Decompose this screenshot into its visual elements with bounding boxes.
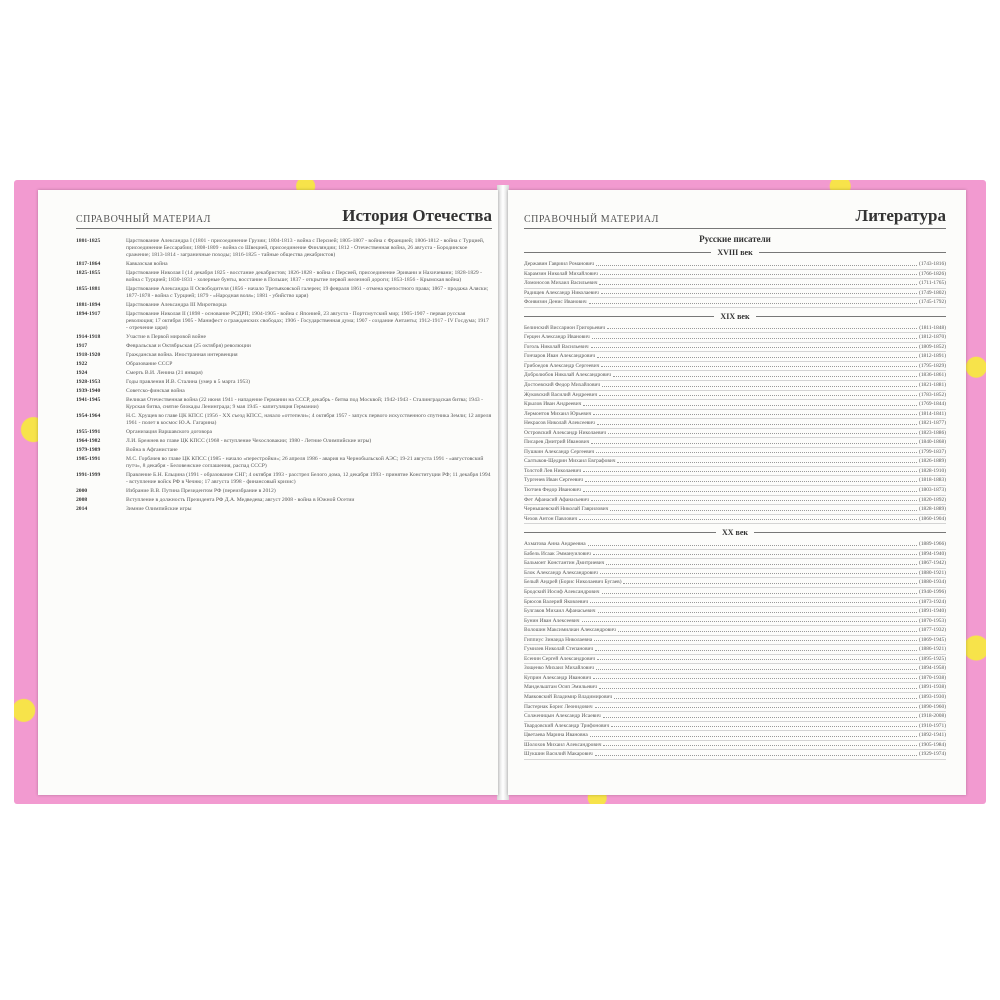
writer-row xyxy=(524,722,946,732)
writer-name: Фет Афанасий Афанасьевич xyxy=(524,496,589,503)
writer-row xyxy=(524,588,946,598)
history-event-row xyxy=(76,343,492,350)
writer-years: (1811-1848) xyxy=(919,324,946,331)
writer-name: Фонвизин Денис Иванович xyxy=(524,299,587,306)
writer-name: Волошин Максимилиан Александрович xyxy=(524,627,616,634)
dot-leader xyxy=(588,540,917,546)
writer-years: (1890-1960) xyxy=(919,703,946,710)
writer-years: (1814-1841) xyxy=(919,410,946,417)
writer-name: Цветаева Марина Ивановна xyxy=(524,732,588,739)
writer-years: (1870-1953) xyxy=(919,617,946,624)
writer-row xyxy=(524,496,946,506)
writer-row xyxy=(524,559,946,569)
writer-years: (1929-1974) xyxy=(919,751,946,758)
writer-name: Бабель Исаак Эммануилович xyxy=(524,550,591,557)
writer-name: Карамзин Николай Михайлович xyxy=(524,270,598,277)
century-heading xyxy=(524,527,946,538)
writer-years: (1828-1910) xyxy=(919,467,946,474)
dot-leader xyxy=(591,343,918,349)
writer-row xyxy=(524,410,946,420)
writer-years: (1873-1924) xyxy=(919,598,946,605)
history-event-row xyxy=(76,456,492,470)
writer-years: (1821-1881) xyxy=(919,382,946,389)
dot-leader xyxy=(610,505,917,511)
dot-leader xyxy=(590,598,917,604)
event-text: Февральская и Октябрьская (25 октября) революции xyxy=(126,343,251,349)
event-years: 1914-1918 xyxy=(76,334,101,340)
event-text: Зимние Олимпийские игры xyxy=(126,506,192,512)
writer-row xyxy=(524,298,946,308)
writer-row xyxy=(524,515,946,525)
history-event-row xyxy=(76,379,492,386)
writer-name: Пастернак Борис Леонидович xyxy=(524,703,593,710)
dot-leader xyxy=(606,559,917,565)
dot-leader xyxy=(593,674,917,680)
event-years: 1801-1825 xyxy=(76,238,101,244)
writer-years: (1809-1852) xyxy=(919,343,946,350)
dot-leader xyxy=(603,712,917,718)
writer-name: Крылов Иван Андреевич xyxy=(524,401,582,408)
event-years: 2014 xyxy=(76,506,88,512)
right-page-label: СПРАВОЧНЫЙ МАТЕРИАЛ xyxy=(524,214,659,225)
writer-row xyxy=(524,448,946,458)
event-years: 1941-1945 xyxy=(76,397,101,403)
event-text: Царствование Александра II Освободителя (1856 - начало Третьяковской галереи; 19 февраля 1861 - отмена крепостного права; 1867 - продажа Аляски; 1877-1878 - война с Турцией; 1879 - «Народная воля»; 1881 - убийство царя) xyxy=(126,286,489,299)
dot-leader xyxy=(594,636,917,642)
writer-name: Ломоносов Михаил Васильевич xyxy=(524,280,598,287)
event-text: Л.И. Брежнев во главе ЦК КПСС (1968 - вступление Чехословакии; 1980 - Летние Олимпийские игры) xyxy=(126,438,372,444)
dot-leader xyxy=(593,550,917,556)
writer-row xyxy=(524,683,946,693)
writer-name: Есенин Сергей Александрович xyxy=(524,655,596,662)
dot-leader xyxy=(611,722,917,728)
dot-leader xyxy=(602,588,918,594)
writer-name: Бунин Иван Алексеевич xyxy=(524,617,580,624)
writer-name: Писарев Дмитрий Иванович xyxy=(524,439,590,446)
writer-years: (1910-1971) xyxy=(919,722,946,729)
writer-name: Брюсов Валерий Яковлевич xyxy=(524,598,589,605)
writer-row xyxy=(524,617,946,627)
writer-name: Мандельштам Осип Эмильевич xyxy=(524,684,598,691)
dot-leader xyxy=(603,741,917,747)
writer-years: (1812-1870) xyxy=(919,334,946,341)
writer-row xyxy=(524,476,946,486)
writer-name: Жуковский Василий Андреевич xyxy=(524,391,598,398)
dot-leader xyxy=(590,731,917,737)
writer-years: (1711-1765) xyxy=(919,280,946,287)
dot-leader xyxy=(607,324,917,330)
dot-leader xyxy=(595,750,917,756)
writer-name: Грибоедов Александр Сергеевич xyxy=(524,362,600,369)
left-page xyxy=(38,190,498,795)
writer-name: Пушкин Александр Сергеевич xyxy=(524,448,595,455)
dot-leader xyxy=(592,333,917,339)
writer-years: (1894-1958) xyxy=(919,665,946,672)
history-event-row xyxy=(76,472,492,486)
writer-years: (1877-1932) xyxy=(919,627,946,634)
left-page-title: История Отечества xyxy=(342,206,492,225)
writer-row xyxy=(524,674,946,684)
dot-leader xyxy=(597,655,917,661)
writer-name: Зощенко Михаил Михайлович xyxy=(524,665,594,672)
history-event-row xyxy=(76,488,492,495)
writer-row xyxy=(524,540,946,550)
dot-leader xyxy=(599,279,917,285)
writer-name: Белый Андрей (Борис Николаевич Бугаев) xyxy=(524,579,622,586)
history-event-row xyxy=(76,238,492,259)
writer-row xyxy=(524,550,946,560)
writer-years: (1823-1886) xyxy=(919,429,946,436)
dot-leader xyxy=(591,438,917,444)
writer-years: (1870-1938) xyxy=(919,674,946,681)
event-years: 2008 xyxy=(76,497,88,503)
writer-years: (1891-1938) xyxy=(919,684,946,691)
writer-row xyxy=(524,636,946,646)
dot-leader xyxy=(600,569,917,575)
history-event-row xyxy=(76,261,492,268)
writer-years: (1826-1889) xyxy=(919,458,946,465)
event-text: Война в Афганистане xyxy=(126,447,178,453)
writer-years: (1891-1940) xyxy=(919,608,946,615)
writer-years: (1749-1802) xyxy=(919,289,946,296)
writer-years: (1803-1873) xyxy=(919,487,946,494)
dot-leader xyxy=(608,429,917,435)
writer-years: (1769-1844) xyxy=(919,401,946,408)
writer-row xyxy=(524,270,946,280)
writer-years: (1918-2008) xyxy=(919,713,946,720)
writer-row xyxy=(524,381,946,391)
dot-leader xyxy=(585,476,917,482)
event-years: 1918-1920 xyxy=(76,352,101,358)
writer-row xyxy=(524,645,946,655)
writer-name: Островский Александр Николаевич xyxy=(524,429,607,436)
writer-row xyxy=(524,607,946,617)
dot-leader xyxy=(595,703,918,709)
event-text: Советско-финская война xyxy=(126,388,185,394)
dot-leader xyxy=(595,645,917,651)
left-page-label: СПРАВОЧНЫЙ МАТЕРИАЛ xyxy=(76,214,211,225)
dot-leader xyxy=(614,693,917,699)
left-page-header xyxy=(76,206,492,229)
writer-name: Гоголь Николай Васильевич xyxy=(524,343,589,350)
history-event-row xyxy=(76,397,492,411)
writer-years: (1836-1861) xyxy=(919,372,946,379)
event-years: 1928-1953 xyxy=(76,379,101,385)
history-events-list xyxy=(76,238,492,515)
event-text: Годы правления И.В. Сталина (умер в 5 марта 1953) xyxy=(126,379,250,385)
writer-years: (1894-1940) xyxy=(919,550,946,557)
right-page-title: Литература xyxy=(855,206,946,225)
history-event-row xyxy=(76,497,492,504)
dot-leader xyxy=(597,352,917,358)
writer-row xyxy=(524,655,946,665)
history-event-row xyxy=(76,447,492,454)
writer-name: Державин Гавриил Романович xyxy=(524,261,594,267)
history-event-row xyxy=(76,302,492,309)
event-text: Царствование Николая II (1898 - основание РСДРП; 1904-1905 - война с Японией, 23 августа - Портсмутский мир; 1905-1907 - первая русская революция; 17 октября 1905 - Манифест о гражданских свободах; 1906 - Государственная дума; 1907 - создание Антанты; 1912-1917 - IV Госдума; 1917 - отречение царя) xyxy=(126,311,489,331)
event-text: Царствование Николая I (14 декабря 1825 - восстание декабристов; 1826-1828 - война с Персией, присоединение Эривани и Нахичевани; 1828-1829 - война с Турцией; 1830-1831 - холерные бунты, восстание в Польше; 1837 - открытие первой железной дороги; 1853-1856 - Крымская война) xyxy=(126,270,482,283)
writer-name: Бродский Иосиф Александрович xyxy=(524,588,600,595)
writer-years: (1905-1984) xyxy=(919,741,946,748)
writer-row xyxy=(524,260,946,270)
writer-name: Маяковский Владимир Владимирович xyxy=(524,693,613,700)
history-event-row xyxy=(76,352,492,359)
century-heading-label: XX век xyxy=(716,528,754,537)
writers-list xyxy=(524,234,946,760)
writer-row xyxy=(524,712,946,722)
writer-name: Бальмонт Константин Дмитриевич xyxy=(524,560,605,567)
dot-leader xyxy=(599,683,917,689)
writer-name: Добролюбов Николай Александрович xyxy=(524,372,612,379)
dot-leader xyxy=(599,391,917,397)
event-text: Организация Варшавского договора xyxy=(126,429,212,435)
event-text: М.С. Горбачев во главе ЦК КПСС (1985 - начало «перестройки»; 26 апреля 1986 - авария на Чернобыльской АЭС; 19-21 августа 1991 - «августовский путч», 8 декабря - Беловежские соглашения, распад СССР) xyxy=(126,456,484,469)
century-heading-label: XIX век xyxy=(714,312,755,321)
writer-row xyxy=(524,741,946,751)
writer-name: Лермонтов Михаил Юрьевич xyxy=(524,410,592,417)
writer-years: (1867-1942) xyxy=(919,560,946,567)
writer-row xyxy=(524,343,946,353)
writer-name: Твардовский Александр Трифонович xyxy=(524,722,610,729)
event-text: Гражданская война. Иностранная интервенция xyxy=(126,352,238,358)
century-heading xyxy=(524,247,946,258)
century-heading-label: XVIII век xyxy=(711,248,758,257)
right-page xyxy=(508,190,966,795)
writer-years: (1745-1792) xyxy=(919,299,946,306)
event-years: 1954-1964 xyxy=(76,413,101,419)
writer-name: Достоевский Федор Михайлович xyxy=(524,382,601,389)
history-event-row xyxy=(76,438,492,445)
event-years: 1917 xyxy=(76,343,88,349)
writer-name: Белинский Виссарион Григорьевич xyxy=(524,324,606,331)
writer-years: (1880-1921) xyxy=(919,569,946,576)
dot-leader xyxy=(617,457,917,463)
writer-years: (1886-1921) xyxy=(919,646,946,653)
writer-years: (1743-1816) xyxy=(919,261,946,267)
writer-row xyxy=(524,419,946,429)
writer-row xyxy=(524,467,946,477)
event-text: Кавказская война xyxy=(126,261,168,267)
writer-row xyxy=(524,362,946,372)
event-text: Царствование Александра I (1801 - присоединение Грузии; 1804-1813 - война с Персией; 1805-1807 - война с Францией; 1806-1812 - война с Турцией, присоединение Бессарабии; 1808-1809 - война со Швецией, присоединение Финляндии; 1812 - Отечественная война, 26 августа - Бородинское сражение; 1813-1814 - заграничные походы; 1816-1825 - тайные общества декабристов) xyxy=(126,238,485,258)
writer-name: Булгаков Михаил Афанасьевич xyxy=(524,608,596,615)
writer-years: (1893-1930) xyxy=(919,693,946,700)
writer-row xyxy=(524,569,946,579)
writer-row xyxy=(524,598,946,608)
history-event-row xyxy=(76,429,492,436)
event-text: Смерть В.И. Ленина (21 января) xyxy=(126,370,203,376)
dot-leader xyxy=(589,298,917,304)
dot-leader xyxy=(600,270,917,276)
writer-name: Ахматова Анна Андреевна xyxy=(524,541,586,548)
writer-years: (1818-1883) xyxy=(919,477,946,484)
writer-name: Гумилев Николай Степанович xyxy=(524,646,594,653)
writer-row xyxy=(524,391,946,401)
writer-row xyxy=(524,457,946,467)
dot-leader xyxy=(598,607,918,613)
writer-name: Толстой Лев Николаевич xyxy=(524,467,582,474)
writer-row xyxy=(524,438,946,448)
event-text: Избрание В.В. Путина Президентом РФ (переизбрание в 2012) xyxy=(126,488,276,494)
writer-row xyxy=(524,750,946,760)
writer-name: Шукшин Василий Макарович xyxy=(524,751,593,758)
writer-row xyxy=(524,324,946,334)
event-years: 1855-1881 xyxy=(76,286,101,292)
writer-years: (1892-1941) xyxy=(919,732,946,739)
dot-leader xyxy=(597,419,917,425)
writer-years: (1889-1966) xyxy=(919,541,946,548)
writer-row xyxy=(524,400,946,410)
dot-leader xyxy=(613,371,917,377)
writer-name: Некрасов Николай Алексеевич xyxy=(524,420,595,427)
writer-row xyxy=(524,333,946,343)
writer-name: Блок Александр Александрович xyxy=(524,569,598,576)
history-event-row xyxy=(76,270,492,284)
event-years: 1979-1989 xyxy=(76,447,101,453)
writer-row xyxy=(524,703,946,713)
dot-leader xyxy=(593,410,917,416)
event-years: 1922 xyxy=(76,361,88,367)
writer-row xyxy=(524,505,946,515)
event-years: 1817-1864 xyxy=(76,261,101,267)
writer-name: Тютчев Федор Иванович xyxy=(524,487,581,494)
writer-row xyxy=(524,626,946,636)
writer-name: Гиппиус Зинаида Николаевна xyxy=(524,636,593,643)
writer-row xyxy=(524,289,946,299)
writer-years: (1795-1829) xyxy=(919,362,946,369)
event-years: 1985-1991 xyxy=(76,456,101,462)
writer-row xyxy=(524,279,946,289)
writer-name: Чехов Антон Павлович xyxy=(524,515,578,522)
writer-name: Тургенев Иван Сергеевич xyxy=(524,477,583,484)
dot-leader xyxy=(601,362,917,368)
event-text: Царствование Александра III Миротворца xyxy=(126,302,227,308)
history-event-row xyxy=(76,370,492,377)
writer-name: Радищев Александр Николаевич xyxy=(524,289,599,296)
century-heading xyxy=(524,311,946,322)
writer-years: (1860-1904) xyxy=(919,515,946,522)
writer-years: (1799-1837) xyxy=(919,448,946,455)
dot-leader xyxy=(591,496,917,502)
writer-row xyxy=(524,693,946,703)
dot-leader xyxy=(579,515,917,521)
writer-years: (1940-1996) xyxy=(919,588,946,595)
event-years: 1964-1982 xyxy=(76,438,101,444)
writer-row xyxy=(524,486,946,496)
event-years: 1991-1999 xyxy=(76,472,101,478)
writer-years: (1895-1925) xyxy=(919,655,946,662)
history-event-row xyxy=(76,334,492,341)
event-years: 2000 xyxy=(76,488,88,494)
right-page-header xyxy=(524,206,946,229)
event-text: Участие в Первой мировой войне xyxy=(126,334,206,340)
writer-row xyxy=(524,731,946,741)
history-event-row xyxy=(76,361,492,368)
writers-subtitle: Русские писатели xyxy=(699,234,771,244)
writer-name: Гончаров Иван Александрович xyxy=(524,353,596,360)
writer-row xyxy=(524,371,946,381)
history-event-row xyxy=(76,311,492,332)
dot-leader xyxy=(623,578,917,584)
event-years: 1939-1940 xyxy=(76,388,101,394)
event-text: Правление Б.Н. Ельцина (1991 - образование СНГ; 4 октября 1993 - расстрел Белого дома, 12 декабря 1993 - принятие Конституции РФ; 11 декабря 1994 - вступление войск РФ в Чечню; 17 августа 1998 - финансовый кризис) xyxy=(126,472,491,485)
writer-years: (1766-1826) xyxy=(919,270,946,277)
dot-leader xyxy=(601,289,917,295)
dot-leader xyxy=(618,626,917,632)
dot-leader xyxy=(596,664,917,670)
event-years: 1955-1991 xyxy=(76,429,101,435)
history-event-row xyxy=(76,413,492,427)
dot-leader xyxy=(582,617,918,623)
history-event-row xyxy=(76,388,492,395)
writer-years: (1783-1852) xyxy=(919,391,946,398)
dot-leader xyxy=(583,467,917,473)
event-text: Великая Отечественная война (22 июня 1941 - нападение Германии на СССР, декабрь - битва под Москвой; 1942-1943 - Сталинградская битва; 1943 - Курская битва, снятие блокады Ленинграда; 9 мая 1945 - капитуляция Германии) xyxy=(126,397,483,410)
writers-sections xyxy=(524,247,946,760)
dot-leader xyxy=(596,448,917,454)
event-text: Вступление в должность Президента РФ Д.А. Медведева; август 2008 - война в Южной Осетии xyxy=(126,497,355,503)
writer-row xyxy=(524,664,946,674)
writer-years: (1840-1868) xyxy=(919,439,946,446)
writer-years: (1880-1934) xyxy=(919,579,946,586)
writer-name: Салтыков-Щедрин Михаил Евграфович xyxy=(524,458,616,465)
writer-row xyxy=(524,429,946,439)
event-years: 1881-1894 xyxy=(76,302,101,308)
writer-name: Герцен Александр Иванович xyxy=(524,334,590,341)
writer-years: (1812-1891) xyxy=(919,353,946,360)
event-text: Н.С. Хрущев во главе ЦК КПСС (1956 - XX съезд КПСС, начало «оттепели»; 4 октября 1957 - запуск первого искусственного спутника Земли; 12 апреля 1961 - полет в космос Ю.А. Гагарина) xyxy=(126,413,492,426)
history-event-row xyxy=(76,506,492,513)
event-years: 1825-1855 xyxy=(76,270,101,276)
dot-leader xyxy=(583,486,917,492)
writer-name: Чернышевский Николай Гаврилович xyxy=(524,506,609,513)
writer-row xyxy=(524,352,946,362)
dot-leader xyxy=(583,400,917,406)
writer-name: Куприн Александр Иванович xyxy=(524,674,592,681)
event-years: 1924 xyxy=(76,370,88,376)
writer-years: (1821-1877) xyxy=(919,420,946,427)
event-years: 1894-1917 xyxy=(76,311,101,317)
writer-name: Солженицын Александр Исаевич xyxy=(524,713,601,720)
writer-name: Шолохов Михаил Александрович xyxy=(524,741,602,748)
writer-years: (1828-1889) xyxy=(919,506,946,513)
writer-row xyxy=(524,578,946,588)
dot-leader xyxy=(596,260,917,266)
dot-leader xyxy=(602,381,917,387)
writer-years: (1869-1945) xyxy=(919,636,946,643)
event-text: Образование СССР xyxy=(126,361,173,367)
history-event-row xyxy=(76,286,492,300)
writer-years: (1820-1892) xyxy=(919,496,946,503)
